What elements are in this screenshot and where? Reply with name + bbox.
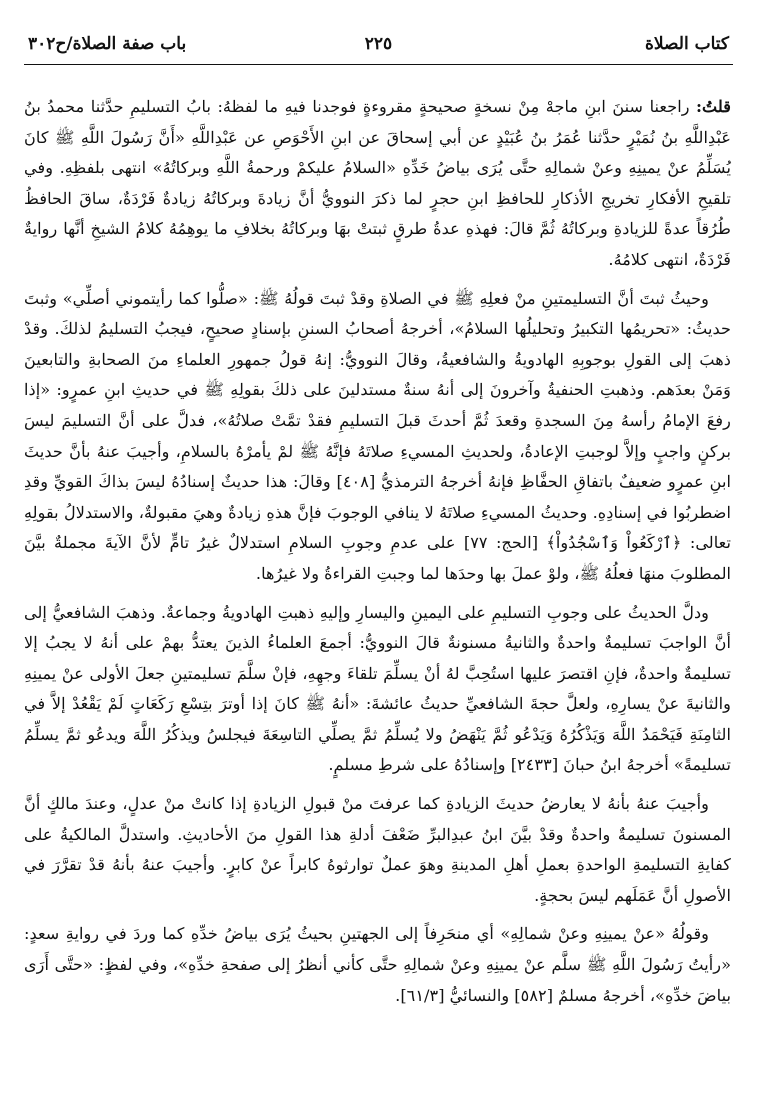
header-chapter-title: باب صفة الصلاة/ح٣٠٢ [28, 34, 187, 54]
paragraph-text: راجعنا سننَ ابنِ ماجهْ مِنْ نسخةٍ صحيحةٍ مقروءةٍ فوجدنا فيهِ ما لفظهُ: بابُ التسليمِ حدَّثنا محمدُ بنُ عَبْدِاللَّهِ بنُ نُمَيْرٍ حدَّثنا عُمَرُ بنُ عُبَيْدٍ عن أبي إسحاقَ عن ابنِ الأَحْوَصِ عن عَبْدِاللَّهِ «أَنَّ رَسُولَ اللَّهِ ﷺ كانَ يُسَلِّمُ عنْ يمينِهِ وعنْ شمالِهِ حتَّى يُرَى بياضُ خَدِّهِ «السلامُ عليكمْ ورحمةُ اللَّهِ وبركاتُهُ» انتهى بلفظِهِ. وفي تلقيحِ الأفكارِ تخريجِ الأذكارِ للحافظِ ابنِ حجرٍ لما ذكرَ النوويُّ أنَّ زيادةَ وبركاتُهُ زيادةٌ فَرْدَةٌ، ساقَ الحافظُ طُرُقاً عدةً للزيادةِ وبركاتُهُ ثُمَّ قالَ: فهذهِ عدةُ طرقٍ ثبتتْ بهَا وبركاتُهُ بخلافِ ما يوهِمُهُ كلامُ الشيخِ أنَّها روايةٌ فَرْدَةٌ، انتهى كلامُهُ. [24, 97, 731, 269]
header-book-title: كتاب الصلاة [644, 34, 729, 54]
paragraph-4 [24, 789, 731, 911]
paragraph-3 [24, 598, 731, 782]
page-number: ٢٢٥ [364, 34, 393, 54]
paragraph-1 [24, 92, 731, 276]
paragraph-2 [24, 284, 731, 590]
paragraph-text: ودلَّ الحديثُ على وجوبِ التسليمِ على اليمينِ واليسارِ وإليهِ ذهبتِ الهادويةُ وجماعةٌ. وذهبَ الشافعيُّ إلى أنَّ الواجبَ تسليمةٌ واحدةٌ والثانيةُ مسنونةٌ قالَ النوويُّ: أجمعَ العلماءُ الذينَ يعتدُّ بهمْ على أنهُ لا يجبُ إلا تسليمةٌ واحدةٌ، فإنِ اقتصرَ عليها استُحِبَّ لهُ أنْ يسلِّمَ تلقاءَ وجهِهِ، فإنْ سلَّمَ تسليمتينِ جعلَ الأولى عنْ يمينِهِ والثانيةَ عنْ يسارِهِ، ولعلَّ حجةَ الشافعيِّ حديثُ عائشةَ: «أنهُ ﷺ كانَ إذا أوترَ بتِسْعِ رَكَعَاتٍ لَمْ يَقْعُدْ إلاَّ في الثامِنَةِ فَيَحْمَدُ اللَّهَ وَيَذْكُرُهُ وَيَدْعُو ثُمَّ يَنْهَضُ ولا يُسلِّمُ ثمَّ يصلِّي التاسِعَةَ فيجلسُ ويذكُرُ اللَّهَ ويدعُو ثمَّ يسلِّمُ تسليمةً» أخرجهُ ابنُ حبانَ [٢٤٣٣] وإسنادُهُ على شرطِ مسلمٍ. [24, 602, 731, 775]
paragraph-5 [24, 919, 731, 1011]
page-body [24, 92, 731, 1019]
paragraph-lead: قلتُ: [696, 97, 731, 116]
paragraph-text: وأجيبَ عنهُ بأنهُ لا يعارضُ حديثَ الزيادةِ كما عرفتَ منْ قبولِ الزيادةِ إذا كانتْ منْ عدلٍ، وعندَ مالكٍ أنَّ المسنونَ تسليمةٌ واحدةٌ وقدْ بيَّنَ ابنُ عبدِالبرِّ ضَعْفَ أدلةِ هذا القولِ منَ الأحاديثِ. واستدلَّ المالكيةُ على كفايةِ التسليمةِ الواحدةِ بعملِ أهلِ المدينةِ وهوَ عملٌ توارثوهُ كابراً عنْ كابرٍ. وأجيبَ عنهُ بأنهُ قدْ تقرَّرَ في الأصولِ أنَّ عَمَلَهم ليسَ بحجةٍ. [24, 794, 731, 905]
paragraph-text: وقولُهُ «عنْ يمينِهِ وعنْ شمالِهِ» أي منحَرِفاً إلى الجهتينِ بحيثُ يُرَى بياضُ خدِّهِ كما وردَ في روايةِ سعدٍ: «رأيتُ رَسُولَ اللَّهِ ﷺ سلَّم عنْ يمينِهِ وعنْ شمالِهِ حتَّى كأني أنظرُ إلى صفحةِ خدِّهِ»، وفي لفظٍ: «حتَّى أَرَى بياضَ خدِّهِ»، أخرجهُ مسلمٌ [٥٨٢] والنسائيُّ [٦١/٣]. [24, 924, 731, 1005]
paragraph-text: وحيثُ ثبتَ أنَّ التسليمتينِ منْ فعلِهِ ﷺ في الصلاةِ وقدْ ثبتَ قولُهُ ﷺ: «صلُّوا كما رأيتموني أصلِّي» وثبتَ حديثُ: «تحريمُها التكبيرُ وتحليلُها السلامُ»، أخرجهُ أصحابُ السننِ بإسنادٍ صحيحٍ، فيجبُ التسليمُ لذلكَ. وقدْ ذهبَ إلى القولِ بوجوبِهِ الهادويةُ والشافعيةُ، وقالَ النوويُّ: إنهُ قولُ جمهورِ العلماءِ منَ الصحابةِ والتابعينَ وَمَنْ بعدَهم. وذهبتِ الحنفيةُ وآخرونَ إلى أنهُ سنةٌ مستدلينَ على ذلكَ بقولِهِ ﷺ في حديثِ ابنِ عمرٍو: «إذا رفعَ الإمامُ رأسهُ مِنَ السجدةِ وقعدَ ثُمَّ أحدثَ قبلَ التسليمِ فقدْ تمَّتْ صلاتُهُ»، فدلَّ على أنَّ التسليمَ ليسَ بركنٍ واجبٍ وإلاَّ لوجبتِ الإعادةُ، ولحديثِ المسيءِ صلاتَهُ فإنَّهُ ﷺ لمْ يأمرْهُ بالسلامِ، وأجيبَ عنهُ بأنَّ حديثَ ابنِ عمرٍو ضعيفٌ باتفاقِ الحفَّاظِ فإنهُ أخرجهُ الترمذيُّ [٤٠٨] وقالَ: هذا حديثٌ إسنادُهُ ليسَ بذاكَ القويِّ وقدِ اضطربُوا في إسنادِهِ. وحديثُ المسيءِ صلاتَهُ لا ينافي الوجوبَ فإنَّ هذهِ زيادةٌ وهيَ مقبولةٌ، والاستدلالُ بقولِهِ تعالى: ﴿ٱرْكَعُواْ وَٱسْجُدُواْ﴾ [الحج: ٧٧] على عدمِ وجوبِ السلامِ استدلالٌ غيرُ تامٍّ لأنَّ الآيةَ مجملةٌ بيَّنَ المطلوبَ منهَا فعلُهُ ﷺ، ولوْ عملَ بها وحدَها لما وجبتِ القراءةُ ولا غيرُها. [24, 288, 732, 583]
running-header [24, 34, 733, 65]
